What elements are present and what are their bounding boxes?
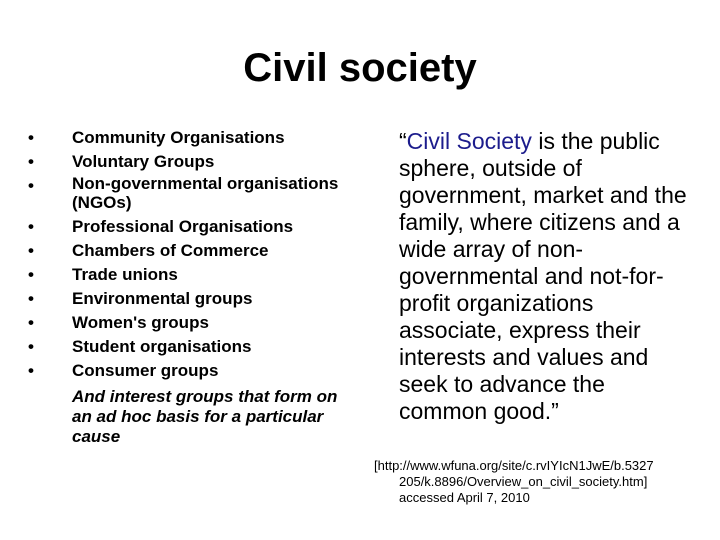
quote-open-mark: “ xyxy=(399,128,407,154)
list-item-text: Consumer groups xyxy=(72,361,219,380)
list-item-text: Professional Organisations xyxy=(72,217,294,236)
list-item xyxy=(28,311,348,335)
list-item xyxy=(28,263,348,287)
list-item xyxy=(28,174,348,215)
list-item xyxy=(28,287,348,311)
bullet-marker: • xyxy=(28,337,34,356)
civil-society-definition xyxy=(399,128,699,425)
bullet-list xyxy=(28,126,348,383)
list-item xyxy=(28,335,348,359)
list-item xyxy=(28,150,348,174)
list-item-text: Community Organisations xyxy=(72,128,285,147)
list-item xyxy=(28,239,348,263)
quote-highlight: Civil Society xyxy=(406,128,532,154)
interest-groups-note: And interest groups that form on an ad hoc basis for a particular cause xyxy=(72,387,338,446)
list-item xyxy=(28,126,348,150)
bullet-marker: • xyxy=(28,217,34,236)
bullet-marker: • xyxy=(28,361,34,380)
citation-line-2: 205/k.8896/Overview_on_civil_society.htm] xyxy=(399,474,648,489)
list-item xyxy=(28,215,348,239)
list-item-text: Voluntary Groups xyxy=(72,152,215,171)
list-item-text: Student organisations xyxy=(72,337,252,356)
list-item-text: Chambers of Commerce xyxy=(72,241,269,260)
bullet-marker: • xyxy=(28,265,34,284)
citation-line-3: accessed April 7, 2010 xyxy=(399,490,530,505)
list-item-text: Women's groups xyxy=(72,313,209,332)
list-item xyxy=(28,359,348,383)
bullet-marker: • xyxy=(28,313,34,332)
list-item-text: Trade unions xyxy=(72,265,178,284)
bullet-marker: • xyxy=(28,289,34,308)
citation-line-1: [http://www.wfuna.org/site/c.rvIYIcN1JwE/b.5327 xyxy=(374,458,654,473)
bullet-marker: • xyxy=(28,128,34,147)
bullet-marker: • xyxy=(28,176,34,195)
list-item-text: Non-governmental organisations (NGOs) xyxy=(72,174,339,212)
quote-body: is the public sphere, outside of government, market and the family, where citizens and a wide array of non-governmental and not-for-profit organizations associate, express their interests and values and seek to advance the common good.” xyxy=(399,128,687,424)
bullet-marker: • xyxy=(28,241,34,260)
bullet-marker: • xyxy=(28,152,34,171)
list-item-text: Environmental groups xyxy=(72,289,253,308)
slide-title: Civil society xyxy=(243,46,477,90)
citation xyxy=(374,458,694,506)
